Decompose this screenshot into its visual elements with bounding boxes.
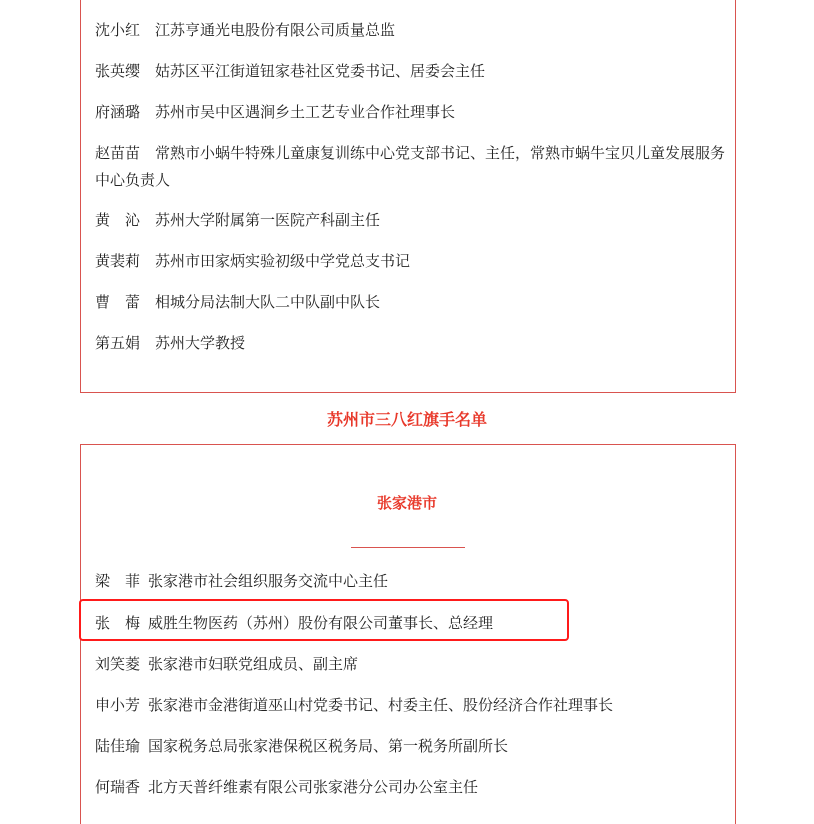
person-name: 府涵璐 — [95, 103, 141, 121]
list-item — [95, 692, 725, 719]
person-name: 赵苗苗 — [95, 144, 141, 162]
person-name: 曹 蕾 — [95, 293, 141, 311]
person-name: 张 梅 — [95, 614, 141, 632]
person-name: 张英缨 — [95, 62, 141, 80]
person-name: 陆佳瑜 — [95, 737, 141, 755]
person-name: 何瑞香 — [95, 778, 141, 796]
highlight-box — [79, 599, 569, 641]
person-title: 北方天普纤维素有限公司张家港分公司办公室主任 — [148, 778, 479, 796]
person-title: 国家税务总局张家港保税区税务局、第一税务所副所长 — [148, 737, 509, 755]
person-title: 相城分局法制大队二中队副中队长 — [155, 293, 381, 311]
person-name: 沈小红 — [95, 21, 141, 39]
person-title: 苏州大学教授 — [155, 334, 246, 352]
person-name: 申小芳 — [95, 696, 141, 714]
list-item — [95, 733, 725, 760]
section-title: 苏州市三八红旗手名单 — [326, 410, 487, 429]
list-item — [95, 207, 725, 234]
list-item — [95, 651, 725, 678]
person-title: 江苏亨通光电股份有限公司质量总监 — [155, 21, 396, 39]
person-title: 常熟市小蜗牛特殊儿童康复训练中心党支部书记、主任，常熟市蜗牛宝贝儿童发展服务中心负责人 — [95, 144, 726, 189]
person-name: 黄裴莉 — [95, 252, 141, 270]
person-title: 张家港市妇联党组成员、副主席 — [148, 655, 359, 673]
person-name: 刘笑菱 — [95, 655, 141, 673]
person-name: 黄 沁 — [95, 211, 141, 229]
person-title: 苏州市吴中区遇涧乡土工艺专业合作社理事长 — [155, 103, 456, 121]
list-item — [95, 248, 725, 275]
list-item — [95, 289, 725, 316]
person-title: 苏州市田家炳实验初级中学党总支书记 — [155, 252, 411, 270]
list-item — [95, 774, 725, 801]
list-item — [95, 58, 725, 85]
list-item — [95, 17, 725, 44]
person-title: 姑苏区平江街道钮家巷社区党委书记、居委会主任 — [155, 62, 486, 80]
list-item — [95, 140, 725, 194]
person-title: 苏州大学附属第一医院产科副主任 — [155, 211, 381, 229]
list-item — [95, 330, 725, 357]
city-title: 张家港市 — [376, 494, 437, 512]
person-title: 张家港市社会组织服务交流中心主任 — [148, 572, 389, 590]
city-title-divider — [351, 547, 465, 548]
person-name: 第五娟 — [95, 334, 141, 352]
person-name: 梁 菲 — [95, 572, 141, 590]
list-item — [95, 568, 725, 595]
list-item — [95, 99, 725, 126]
person-title: 张家港市金港街道巫山村党委书记、村委主任、股份经济合作社理事长 — [148, 696, 614, 714]
person-title: 威胜生物医药（苏州）股份有限公司董事长、总经理 — [148, 614, 494, 632]
